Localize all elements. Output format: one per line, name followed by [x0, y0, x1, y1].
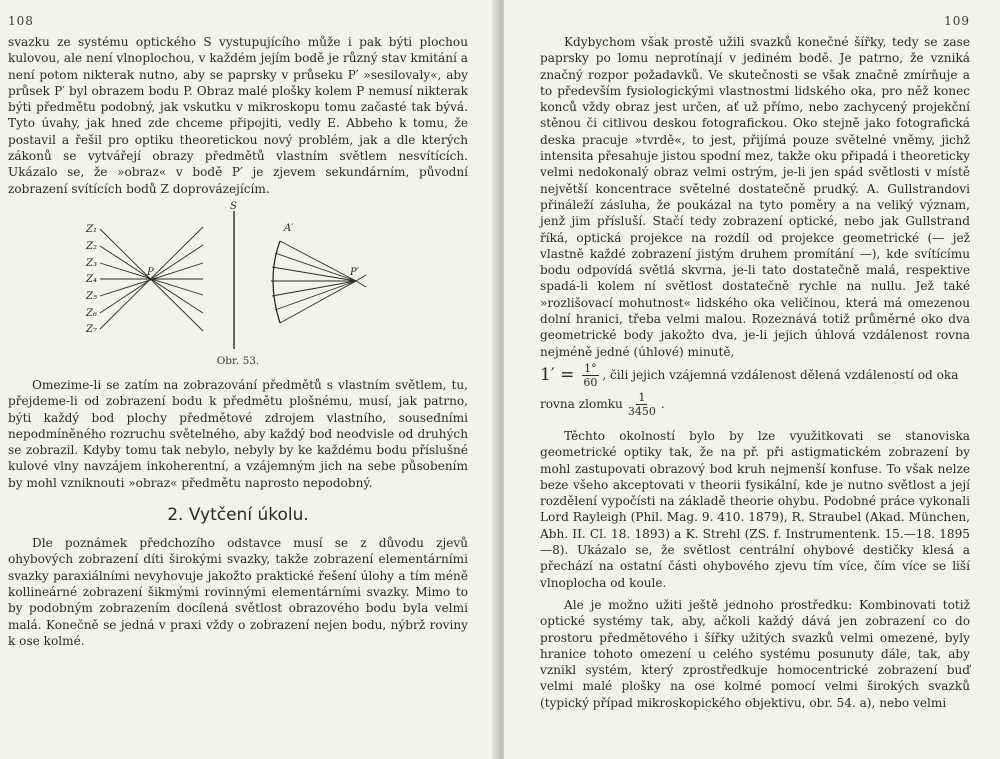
page-number-left: 108	[8, 14, 34, 28]
label-z5: Z₅	[86, 290, 97, 302]
conv-ray-6	[275, 281, 356, 310]
label-z6: Z₆	[86, 307, 97, 319]
left-paragraph-2: Omezime-li se zatím na zobrazování předmětů s vlastním světlem, tu, přejdeme-li od zobrazení bodu k předmětu plošnému, musí, jak patrno, býti každý bod plochy předmětové zdrojem vlastního, sousedními nepodmíněného rozruchu světelného, aby každý bod neodvisle od druhých se zobrazil. Kdyby tomu tak nebylo, nebyly by ke každému bodu příslušné kulové vlny navzájem inkoherentní, a vzájemným jich na sebe působením by mohl vzniknouti »obraz« předmětu naprosto nepodobný.	[8, 377, 468, 490]
optics-diagram	[8, 201, 468, 361]
label-z4: Z₄	[86, 273, 97, 285]
label-z3: Z₃	[86, 257, 97, 269]
math2-numerator: 1	[638, 390, 646, 404]
left-paragraph-3: Dle poznámek předchozího odstavce musí se z důvodu zjevů ohybových zobrazení díti širokými svazky, takže zobrazení elementárními svazky paraxiálními nevyhovuje jakožto praktické řešení úlohy a tím méně kollineárné zobrazení šikmými rovinnými elementárními svazky. Mimo to by podobným zobrazením docílená světlost obrazového bodu byla velmi malá. Konečně se jedná v praxi vždy o zobrazení nejen bodu, nýbrž roviny k ose kolmé.	[8, 536, 468, 648]
math1-numerator: 1°	[584, 361, 597, 375]
right-paragraph-2: Těchto okolností bylo by lze využitkovati se stanoviska geometrické optiky tak, že na př. při astigmatickém zobrazení by mohl zastupovati obrazový bod kruh nejmenší konfuse. To však nelze beze všeho akceptovati v theorii fysikální, kde je nutno světlost a její rozdělení vypočísti na základě theorie ohybu. Podobné práce vykonali Lord Rayleigh (Phil. Mag. 9. 410. 1879), R. Straubel (Akad. München, Abh. II. Cl. 18. 1893) a K. Strehl (ZS. f. Instrumentenk. 15.—18. 1895—8). Ukázalo se, že světlost centrální ohybové destičky klesá a přechází na ostatní části ohybového zjevu tím více, čím více se liší vlnoplocha od koule.	[540, 428, 970, 590]
math2-suffix: .	[660, 397, 665, 412]
right-paragraph-1: Kdybychom však prostě užili svazků konečné šířky, tedy se zase paprsky po lomu neprotínají v jediném bodě. Je patrno, že vzniká značný rozpor požadavků. Ve skutečnosti se však značně zmírňuje a to především fysiologickými vlastnostmi lidského oka, pro něž konec konců vždy obraz jest určen, ať už přímo, nebo zachycený projekční stěnou či citlivou deskou fotografickou. Oko stejně jako fotografická deska pracuje »tvrdě«, to jest, přijímá pouze světelné vněmy, jichž intensita přesahuje jistou spodní mez, takže oku připadá i theoreticky velmi nedokonalý obraz velmi ostrým, je-li jen spád světlosti v místě největší koncentrace světelné dostatečně prudký. A. Gullstrandovi přináleží zásluha, že poukázal na tyto poměry a na veliký význam, jenž jim přísluší. Stačí tedy zobrazení optické, nebo jak Gullstrand říká, optická projekce na rozdíl od projekce geometrické (— jež vlastně každé zobrazení jistým druhem promítání —), kde svítícímu bodu odpovídá světlá skvrna, je-li tato dostatečně malá, respektive spadá-li kolem ní světlost dostatečně rychle na nullu. Jež také »rozlišovací mohutnost« lidského oka veličinou, která má omezenou dolní hranici, třeba velmi malou. Rozeznává totiž průměrné oko dva geometrické body jakožto dva, je-li jejich úhlová vzdálenost rovna nejméně jedné (úhlové) minutě,	[540, 35, 970, 359]
math-line-2	[540, 391, 970, 418]
label-z2: Z₂	[86, 240, 97, 252]
figure-53	[8, 201, 468, 361]
left-page	[0, 0, 496, 759]
math1-prefix: 1′ =	[540, 365, 575, 386]
math2-prefix: rovna zlomku	[540, 397, 623, 412]
label-p: P	[147, 266, 154, 278]
ray-z7	[100, 227, 203, 329]
conv-ray-ext-1	[356, 281, 366, 287]
math2-denominator: 3450	[627, 404, 656, 418]
page-number-right: 109	[944, 14, 970, 28]
conv-ray-7	[280, 281, 356, 323]
left-paragraph-1: svazku ze systému optického S vystupujícího může i pak býti plochou kulovou, ale není vlnoplochou, v každém jejím bodě je různý stav kmitání a není potom nikterak nutno, aby se paprsky v průseku P′ »sesilovaly«, aby průsek P′ byl obrazem bodu P. Obraz malé plošky kolem P nemusí nikterak býti předmětu podobný, jak vskutku v mikroskopu tomu začasté tak bývá. Tyto úvahy, jak hned zde chceme připojiti, vedly E. Abbeho k tomu, že postavil a řešil pro optiku theoretickou nový problém, jak a dle kterých zákonů se vytvářejí obrazy předmětů vlastním světlem nesvítících. Ukázalo se, že »obraz« v bodě P′ je zjevem sekundárním, původní zobrazení svítících bodů Z doprovázejícím.	[8, 35, 468, 196]
math2-fraction	[626, 391, 658, 418]
label-a-prime: A′	[284, 222, 294, 234]
conv-ray-5	[272, 281, 356, 296]
math1-fraction	[581, 362, 599, 389]
right-page	[504, 0, 1000, 759]
label-z1: Z₁	[86, 223, 97, 235]
section-title: 2. Vytčení úkolu.	[167, 505, 309, 526]
math-line-1	[540, 362, 970, 389]
math1-denominator: 60	[583, 375, 598, 389]
label-z7: Z₇	[86, 323, 97, 335]
label-s: S	[230, 200, 237, 212]
right-paragraph-3: Ale je možno užiti ještě jednoho prostředku: Kombinovati totiž optické systémy tak, aby, ačkoli každý dává jen zobrazení co do prostoru předmětového i šířky užitých svazků velmi omezené, byly hranice tohoto omezení u celého systému posunuty dále, tak, aby vznikl systém, který zprostředkuje homocentrické zobrazení buď velmi malé plošky na ose kolmé pomocí velmi širokých svazků (typický případ mikroskopického objektivu, obr. 54. a), nebo velmi	[540, 597, 970, 710]
conv-ray-2	[275, 253, 356, 281]
label-p-prime: P′	[350, 266, 359, 278]
figure-caption: Obr. 53.	[216, 354, 260, 367]
math1-suffix: , čili jejich vzájemná vzdálenost dělená vzdáleností od oka	[602, 368, 959, 383]
